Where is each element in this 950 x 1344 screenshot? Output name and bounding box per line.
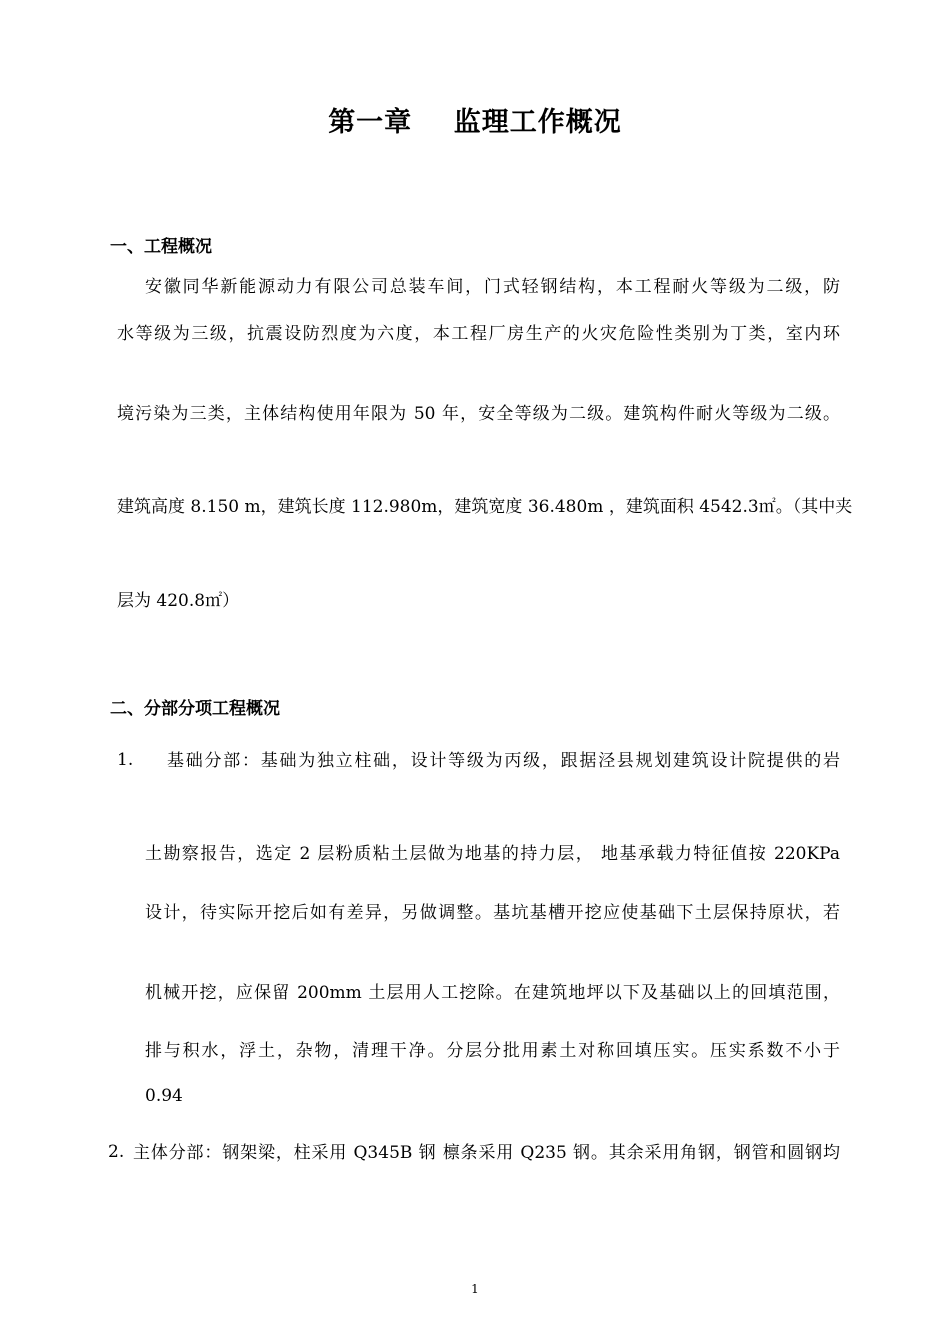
list-item-line: 设计，待实际开挖后如有差异，另做调整。基坑基槽开挖应使基础下土层保持原状，若 xyxy=(145,903,840,923)
list-item-line: 土勘察报告，选定 2 层粉质粘土层做为地基的持力层， 地基承载力特征值按 220KPa xyxy=(145,844,840,864)
list-item-line: 基础分部：基础为独立柱础，设计等级为丙级，跟据泾县规划建筑设计院提供的岩 xyxy=(167,751,840,771)
page-number: 1 xyxy=(471,1282,479,1296)
list-item-line: 排与积水，浮土，杂物，清理干净。分层分批用素土对称回填压实。压实系数不小于 xyxy=(145,1041,840,1061)
paragraph-line: 安徽同华新能源动力有限公司总装车间，门式轻钢结构，本工程耐火等级为二级，防 xyxy=(145,277,840,297)
list-number: 1. xyxy=(117,750,134,770)
paragraph-line: 层为 420.8㎡） xyxy=(117,591,240,611)
list-item-line: 0.94 xyxy=(145,1086,183,1106)
section-heading-subdivision-overview: 二、分部分项工程概况 xyxy=(110,699,280,719)
paragraph-line: 境污染为三类，主体结构使用年限为 50 年，安全等级为二级。建筑构件耐火等级为二级。 xyxy=(117,404,840,424)
chapter-title: 第一章 监理工作概况 xyxy=(328,107,622,138)
paragraph-line: 建筑高度 8.150 m，建筑长度 112.980m，建筑宽度 36.480m ，建筑面积 4542.3㎡。（其中夹 xyxy=(117,497,853,517)
list-item-line: 机械开挖，应保留 200mm 土层用人工挖除。在建筑地坪以下及基础以上的回填范围， xyxy=(145,983,840,1003)
section-heading-project-overview: 一、工程概况 xyxy=(110,237,212,257)
list-item-line: 主体分部：钢架梁，柱采用 Q345B 钢 檩条采用 Q235 钢。其余采用角钢，钢管和圆钢均 xyxy=(133,1143,840,1163)
paragraph-line: 水等级为三级，抗震设防烈度为六度，本工程厂房生产的火灾危险性类别为丁类，室内环 xyxy=(117,324,840,344)
list-number: 2. xyxy=(108,1142,125,1162)
